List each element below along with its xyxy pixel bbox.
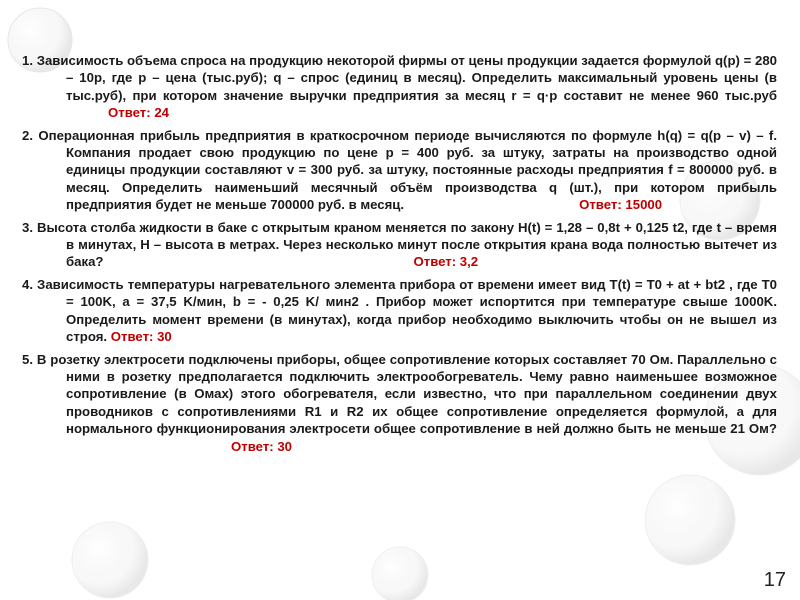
answer: Ответ: 3,2 [413,254,479,270]
problem-4 [22,276,777,346]
problem-2 [22,127,777,214]
answer: Ответ: 30 [110,329,172,345]
problem-text: 2. Операционная прибыль предприятия в краткосрочном периоде вычисляются по формуле h(q) = q(p – v) – f. Компания продает свою продукцию по цене p = 400 руб. за штуку, затраты на производство одной единицы продукции составляют v = 300 руб. за штуку, постоянные расходы предприятия f = 800000 руб. в месяц. Определить наименьший месячный объём производства q (шт.), при котором прибыль предприятия будет не меньше 700000 руб. в месяц. [22,127,777,213]
answer: Ответ: 15000 [579,197,663,213]
answer: Ответ: 24 [108,105,169,121]
problem-1 [22,52,777,122]
problem-5 [22,351,777,455]
problem-text: 3. Высота столба жидкости в баке с открытым краном меняется по закону H(t) = 1,28 – 0,8t + 0,125 t2, где t – время в минутах, H – высота в метрах. Через несколько минут после открытия крана вода полностью вытечет из бака? [22,219,777,270]
problem-text: 5. В розетку электросети подключены приборы, общее сопротивление которых составляет 70 Ом. Параллельно с ними в розетку предполагается подключить электрообогреватель. Чему равно наименьшее возможное сопротивление (в Омах) этого обогревателя, если известно, что при параллельном соединении двух проводников с сопротивлениями R1 и R2 их общее сопротивление определяется формулой, а для нормального функционирования электросети общее сопротивление в ней должно быть не меньше 21 Ом? [22,351,777,437]
problem-3 [22,219,777,271]
answer: Ответ: 30 [231,438,292,454]
problem-text: 1. Зависимость объема спроса на продукцию некоторой фирмы от цены продукции задается формулой q(p) = 280 – 10p, где p – цена (тыс.руб); q – спрос (единиц в месяц). Определить максимальный уровень цены (в тыс.руб), при котором значение выручки предприятия за месяц r = q·p составит не менее 960 тыс.руб [22,53,777,103]
problem-text: 4. Зависимость температуры нагревательного элемента прибора от времени имеет вид T(t) = T0 + at + bt2 , где T0 = 100K, a = 37,5 K/мин, b = - 0,25 K/ мин2 . Прибор может испортится при температуре свыше 1000K. Определить момент времени (в минутах), когда прибор необходимо выключить чтобы он не вышел из строя. [22,276,777,345]
page-number: 17 [763,569,786,591]
problems-list [22,52,777,460]
